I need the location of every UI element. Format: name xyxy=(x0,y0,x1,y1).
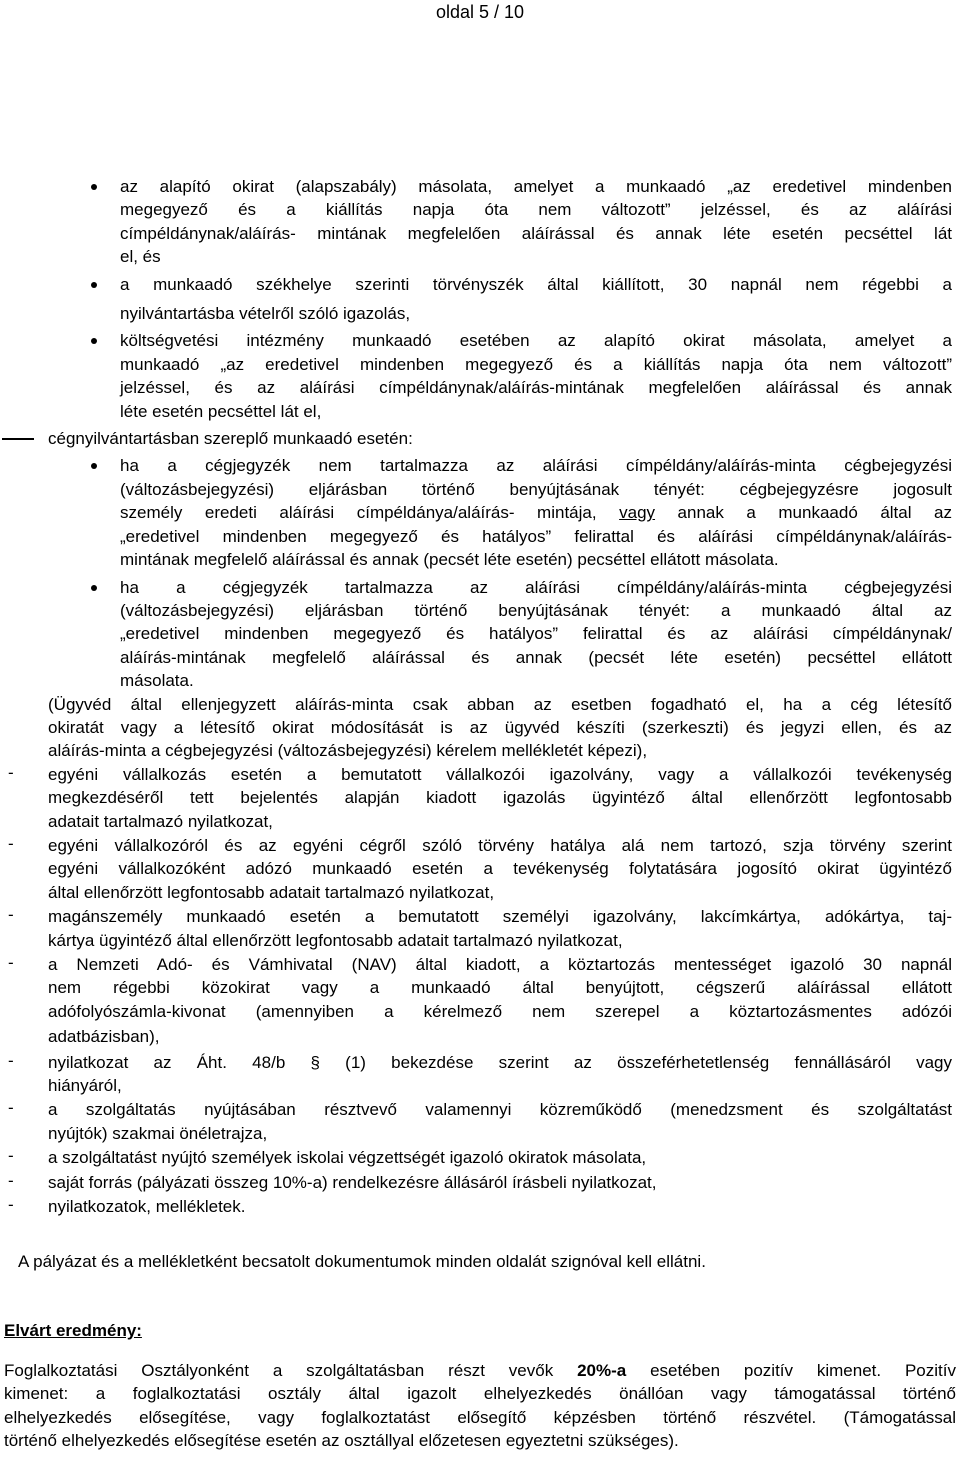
text-line: el, és xyxy=(120,247,161,267)
bullet-icon xyxy=(91,463,97,469)
section-label: cégnyilvántartásban szereplő munkaadó esetén: xyxy=(48,429,413,449)
text-line: ha a cégjegyzék tartalmazza az aláírási címpéldány/aláírás-minta cégbejegyzési xyxy=(120,577,952,597)
dash-item-oneletrajz xyxy=(0,1098,960,1145)
text-line: történő elhelyezkedés elősegítése esetén az osztállyal előzetesen egyeztetni szükséges). xyxy=(4,1431,679,1451)
dash-marker: - xyxy=(8,762,14,782)
text-line: nem régebbi közokirat vagy a munkaadó által benyújtott, cégszerű aláírással ellátott xyxy=(48,978,952,998)
dash-item-maganszemely xyxy=(0,905,960,952)
text-line: az alapító okirat (alapszabály) másolata, amelyet a munkaadó „az eredetivel mindenben xyxy=(120,177,952,196)
text-segment: személy eredeti aláírási címpéldánya/aláírás- mintája, xyxy=(120,503,620,523)
text-line: egyéni vállalkozás esetén a bemutatott vállalkozói igazolvány, vagy a vállalkozói tevékenység xyxy=(48,764,952,784)
text-segment: annak a munkaadó által az xyxy=(655,503,952,523)
dash-item-sajat-forras xyxy=(0,1171,960,1194)
text-line: (Ügyvéd által ellenjegyzett aláírás-minta csak abban az esetben fogadható el, ha a cég létesítő xyxy=(48,694,952,714)
text-line: által ellenőrzött legfontosabb adatait tartalmazó nyilatkozat, xyxy=(48,882,495,902)
text-line: nyújtók) szakmai önéletrajza, xyxy=(48,1123,268,1143)
bullet-item-alapito-okirat xyxy=(0,175,960,269)
text-line: hiányáról, xyxy=(48,1076,122,1096)
dash-item-nyilatkozatok xyxy=(0,1195,960,1218)
text-line: másolata. xyxy=(120,671,194,691)
dash-marker: - xyxy=(8,1195,14,1215)
bullet-item-cegjegyzek-tartalmazza xyxy=(0,576,960,693)
text-line: a Nemzeti Adó- és Vámhivatal (NAV) által kiadott, a köztartozás mentességet igazoló 30 napnál xyxy=(48,955,952,974)
section-heading-elvart-eredmeny: Elvárt eredmény: xyxy=(4,1320,142,1340)
text-line: munkaadó „az eredetivel mindenben megegyező és a kiállítás napja óta nem változott” xyxy=(120,354,952,374)
text-line: megegyező és a kiállítás napja óta nem változott” jelzéssel, és az aláírási xyxy=(120,200,952,220)
text-segment: esetében pozitív kimenet. Pozitív xyxy=(626,1360,956,1380)
text-line: egyéni vállalkozóként adózó munkaadó esetén a tevékenység folytatására jogosító okirat ügyintéző xyxy=(48,859,952,879)
text-line: megkezdéséről tett bejelentés alapján kiadott igazolás ügyintéző által ellenőrzött legfontosabb xyxy=(48,788,952,808)
text-line xyxy=(4,1359,956,1382)
text-line: mintának megfelelő aláírással és annak (pecsét léte esetén) pecséttel ellátott másolata. xyxy=(120,550,779,570)
text-line: adatait tartalmazó nyilatkozat, xyxy=(48,811,273,831)
elvart-eredmeny-paragraph xyxy=(0,1359,960,1453)
dash-item-nav xyxy=(0,953,960,1049)
bullet-item-cegjegyzek-nem xyxy=(0,454,960,571)
cegnyilvantartas-item xyxy=(0,427,960,450)
dash-marker: - xyxy=(8,1170,14,1190)
dash-item-aht xyxy=(0,1051,960,1098)
text-line-with-underline xyxy=(120,501,952,524)
text-line: jelzéssel, és az aláírási címpéldánynak/aláírás-mintának megfelelően aláírással és annak xyxy=(120,378,952,398)
text-line: (változásbejegyzési) eljárásban történő benyújtásának tényét: cégbejegyzésre jogosult xyxy=(120,479,952,499)
percent-value: 20%-a xyxy=(577,1360,627,1380)
text-line: „eredetivel mindenben megegyező és hatályos” felirattal és az aláírási címpéldánynak/ xyxy=(120,624,952,644)
text-segment: Foglalkoztatási Osztályonként a szolgáltatásban részt vevők xyxy=(4,1360,578,1380)
text-line: a munkaadó székhelye szerinti törvényszék által kiállított, 30 napnál nem régebbi a xyxy=(120,274,952,294)
text-line: egyéni vállalkozóról és az egyéni cégről szóló törvény hatálya alá nem tartozó, szja törvény szerint xyxy=(48,835,952,855)
bullet-item-koltsegvetesi xyxy=(0,329,960,423)
dash-item-szja xyxy=(0,834,960,904)
bullet-item-torvenyszek xyxy=(0,273,960,326)
text-line: okiratát vagy a létesítő okirat módosítását is az ügyvéd készíti (szerkeszti) és jegyzi ellen, és az xyxy=(48,717,952,737)
text-line: a szolgáltatás nyújtásában résztvevő valamennyi közreműködő (menedzsment és szolgáltatást xyxy=(48,1100,952,1120)
page-number-header: oldal 5 / 10 xyxy=(435,2,525,22)
text-line: adófolyószámla-kivonat (amennyiben a kérelmező nem szerepel a köztartozásmentes adózói xyxy=(48,1001,952,1021)
dash-item-vegzettseg xyxy=(0,1146,960,1169)
dash-marker: - xyxy=(8,1050,14,1070)
text-line: nyilvántartásba vételről szóló igazolás, xyxy=(120,304,411,324)
text-line: léte esetén pecséttel lát el, xyxy=(120,401,322,421)
text-line: költségvetési intézmény munkaadó esetében az alapító okirat másolata, amelyet a xyxy=(120,331,952,351)
bullet-icon xyxy=(91,338,97,344)
dash-item-egyeni-vallalkozas xyxy=(0,763,960,833)
text-line: aláírás-mintának megfelelő aláírással és annak (pecsét léte esetén) pecséttel ellátott xyxy=(120,647,952,667)
signature-note xyxy=(0,1250,960,1273)
dash-marker: - xyxy=(8,833,14,853)
text-line: elhelyezkedés elősegítése, vagy foglalkoztatást elősegítő képzésben történő részvétel. (Támogatással xyxy=(4,1407,956,1427)
dash-marker: - xyxy=(8,1098,14,1118)
text-line: aláírás-minta a cégbejegyzési (változásbejegyzési) kérelem mellékletét képezi), xyxy=(48,741,648,761)
text-line: magánszemély munkaadó esetén a bemutatott személyi igazolvány, lakcímkártya, adókártya, taj- xyxy=(48,907,952,927)
underlined-word: vagy xyxy=(619,503,656,523)
bullet-icon xyxy=(91,184,97,190)
text-line: nyilatkozatok, mellékletek. xyxy=(48,1197,246,1217)
dash-marker: - xyxy=(8,953,14,972)
document-body xyxy=(0,175,960,1453)
ugyved-note xyxy=(0,693,960,763)
bullet-icon xyxy=(91,282,97,288)
text-line: ha a cégjegyzék nem tartalmazza az aláírási címpéldány/aláírás-minta cégbejegyzési xyxy=(120,456,952,476)
bullet-icon xyxy=(91,585,97,591)
text-line: a szolgáltatást nyújtó személyek iskolai végzettségét igazoló okiratok másolata, xyxy=(48,1148,647,1168)
text-line: (változásbejegyzési) eljárásban történő benyújtásának tényét: a munkaadó által az xyxy=(120,600,952,620)
em-dash-icon xyxy=(2,438,34,440)
text-line: kártya ügyintéző által ellenőrzött legfontosabb adatait tartalmazó nyilatkozat, xyxy=(48,930,623,950)
text-line: saját forrás (pályázati összeg 10%-a) rendelkezésre állásáról írásbeli nyilatkozat, xyxy=(48,1172,657,1192)
text-line: címpéldánynak/aláírás- mintának megfelelően aláírással és annak léte esetén pecséttel lát xyxy=(120,223,952,243)
text-line: adatbázisban), xyxy=(48,1027,160,1047)
text-line: nyilatkozat az Áht. 48/b § (1) bekezdése szerint az összeférhetetlenség fennállásáról vagy xyxy=(48,1052,952,1072)
dash-marker: - xyxy=(8,1146,14,1166)
dash-marker: - xyxy=(8,905,14,925)
text-line: „eredetivel mindenben megegyező és hatályos” felirattal és aláírási címpéldánynak/aláírás- xyxy=(120,526,952,546)
text-line: A pályázat és a mellékletként becsatolt dokumentumok minden oldalát szignóval kell ellátni. xyxy=(18,1252,706,1272)
text-line: kimenet: a foglalkoztatási osztály által igazolt elhelyezkedés önállóan vagy támogatással történő xyxy=(4,1384,956,1404)
